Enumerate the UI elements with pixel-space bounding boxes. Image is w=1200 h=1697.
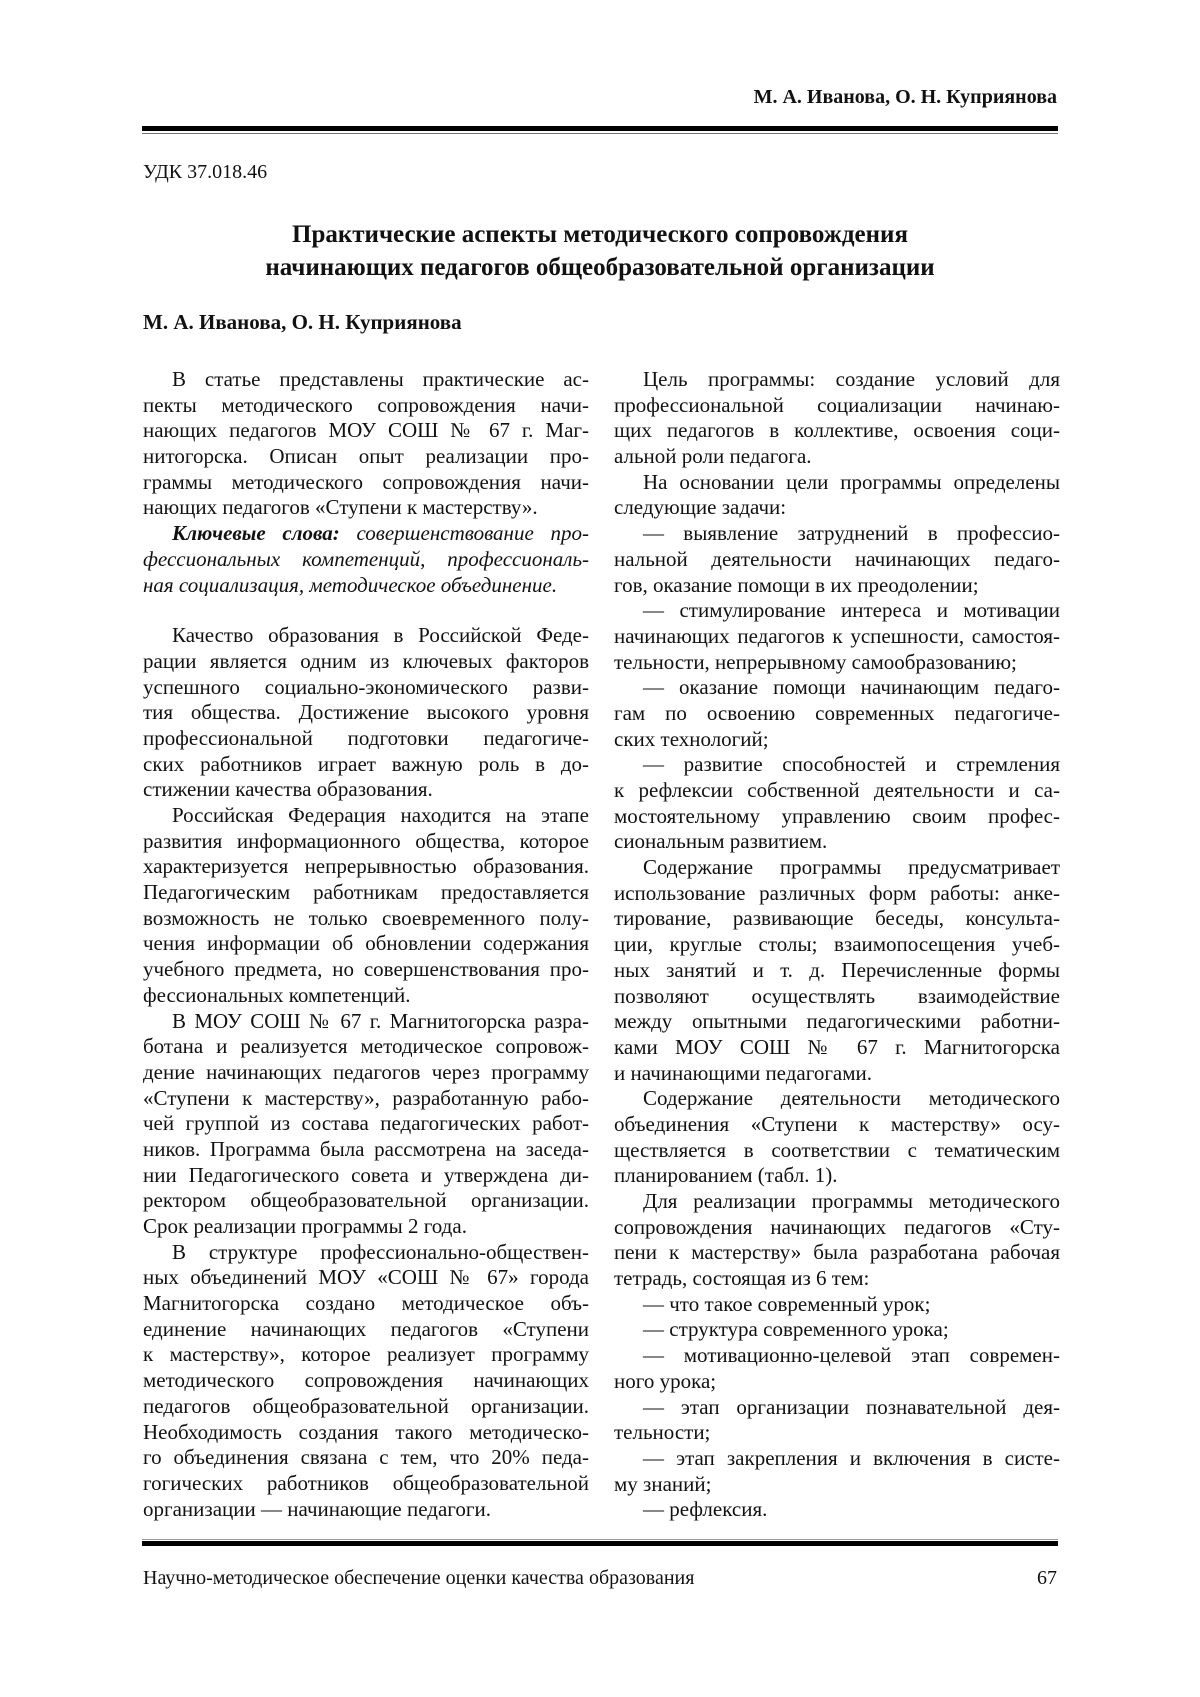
text-line: тия общества. Достижение высокого уровня [143,700,589,726]
paragraph [614,855,1060,1086]
text-line: планированием (табл. 1). [614,1163,1060,1189]
text-line: сопровождения начинающих педагогов «Сту- [614,1215,1060,1241]
text-line: характеризуется непрерывностью образования. [143,854,589,880]
text-line: «Ступени к мастерству», разработанную рабо- [143,1086,589,1112]
keywords-label: Ключевые слова: [172,521,340,545]
text-line: ботана и реализуется методическое сопровож- [143,1034,589,1060]
abstract-line: пекты методического сопровождения начи- [143,393,589,419]
text-line: к мастерству», которое реализует программу [143,1342,589,1368]
text-line: тетрадь, состоящая из 6 тем: [614,1266,1060,1292]
paragraph [614,1292,1060,1318]
authors: М. А. Иванова, О. Н. Куприянова [143,310,462,335]
text-line: Срок реализации программы 2 года. [143,1214,589,1240]
text-line: организации — начинающие педагоги. [143,1497,589,1523]
paragraph [614,1497,1060,1523]
text-line: — рефлексия. [614,1497,1060,1523]
text-line: развития информационного общества, которое [143,829,589,855]
text-line: Педагогическим работникам предоставляется [143,880,589,906]
paragraph [614,1086,1060,1189]
text-line: Российская Федерация находится на этапе [143,803,589,829]
text-line: профессиональной подготовки педагогиче- [143,726,589,752]
paragraph [614,1317,1060,1343]
paragraph [614,1189,1060,1292]
text-line: — мотивационно-целевой этап современ- [614,1343,1060,1369]
text-line: альной роли педагога. [614,444,1060,470]
right-body-text [614,367,1060,1523]
right-column [614,367,1060,1523]
text-line: ников. Программа была рассмотрена на заседа- [143,1137,589,1163]
keywords-line: ная социализация, методическое объединение. [143,573,589,599]
text-line: тельности, непрерывному самообразованию; [614,650,1060,676]
abstract-line: граммы методического сопровождения начи- [143,470,589,496]
text-line: к рефлексии собственной деятельности и са- [614,778,1060,804]
journal-name: Научно-методическое обеспечение оценки качества образования [143,1567,694,1590]
text-line: ных объединений МОУ «СОШ № 67» города [143,1265,589,1291]
text-line: На основании цели программы определены [614,470,1060,496]
text-line: тельности; [614,1420,1060,1446]
left-column [143,367,589,1522]
abstract-line: нающих педагогов «Ступени к мастерству». [143,495,589,521]
text-line: гов, оказание помощи в их преодолении; [614,573,1060,599]
text-line: Содержание деятельности методического [614,1086,1060,1112]
text-line: методического сопровождения начинающих [143,1368,589,1394]
header-rule [142,126,1058,131]
abstract-line: нитогорска. Описан опыт реализации про- [143,444,589,470]
left-body-text [143,623,589,1522]
text-line: Качество образования в Российской Феде- [143,623,589,649]
text-line: единение начинающих педагогов «Ступени [143,1317,589,1343]
text-line: тирование, развивающие беседы, консульта- [614,906,1060,932]
paragraph [143,1240,589,1523]
text-line: — структура современного урока; [614,1317,1060,1343]
paragraph [614,521,1060,598]
abstract-line: нающих педагогов МОУ СОШ № 67 г. Маг- [143,418,589,444]
text-line: — этап закрепления и включения в систе- [614,1446,1060,1472]
text-line: педагогов общеобразовательной организации. [143,1394,589,1420]
text-line: В МОУ СОШ № 67 г. Магнитогорска разра- [143,1009,589,1035]
text-line: гам по освоению современных педагогиче- [614,701,1060,727]
text-line: ских работников играет важную роль в до- [143,752,589,778]
keywords [143,521,589,598]
footer-rule [142,1541,1058,1546]
text-line: ректором общеобразовательной организации. [143,1188,589,1214]
text-line: Содержание программы предусматривает [614,855,1060,881]
text-line: ции, круглые столы; взаимопосещения учеб- [614,932,1060,958]
text-line: нальной деятельности начинающих педаго- [614,547,1060,573]
text-line: — стимулирование интереса и мотивации [614,598,1060,624]
paragraph [143,1009,589,1240]
text-line: фессиональных компетенций. [143,983,589,1009]
text-line: Необходимость создания такого методическо- [143,1420,589,1446]
paragraph [143,803,589,1009]
text-line: мостоятельному управлению своим профес- [614,804,1060,830]
text-line: ских технологий; [614,727,1060,753]
text-line: Магнитогорска создано методическое объ- [143,1291,589,1317]
keywords-text: совершенствование про- [340,521,589,545]
paragraph [614,1446,1060,1497]
text-line: му знаний; [614,1472,1060,1498]
text-line: — что такое современный урок; [614,1292,1060,1318]
article-title-line: Практические аспекты методического сопровождения [142,218,1058,251]
text-line: стижении качества образования. [143,777,589,803]
text-line: нии Педагогического совета и утверждена ди- [143,1163,589,1189]
text-line: чения информации об обновлении содержания [143,931,589,957]
section-gap [143,598,589,623]
text-line: дение начинающих педагогов через программу [143,1060,589,1086]
article-title [142,218,1058,284]
paragraph [614,470,1060,521]
text-line: го объединения связана с тем, что 20% педа- [143,1445,589,1471]
text-line: следующие задачи: [614,495,1060,521]
paragraph [614,675,1060,752]
text-line: — этап организации познавательной дея- [614,1395,1060,1421]
text-line: пени к мастерству» была разработана рабочая [614,1240,1060,1266]
paragraph [614,367,1060,470]
text-line: учебного предмета, но совершенствования про- [143,957,589,983]
text-line: рации является одним из ключевых факторов [143,649,589,675]
paragraph [614,752,1060,855]
text-line: — выявление затруднений в профессио- [614,521,1060,547]
text-line: ществляется в соответствии с тематическим [614,1138,1060,1164]
text-line: В структуре профессионально-обществен- [143,1240,589,1266]
text-line: — оказание помощи начинающим педаго- [614,675,1060,701]
text-line: Для реализации программы методического [614,1189,1060,1215]
paragraph [614,1395,1060,1446]
text-line: гогических работников общеобразовательной [143,1471,589,1497]
paragraph [143,623,589,803]
text-line: щих педагогов в коллективе, освоения соци- [614,418,1060,444]
text-line: чей группой из состава педагогических работ- [143,1111,589,1137]
text-line: успешного социально-экономического разви- [143,675,589,701]
keywords-line: фессиональных компетенций, профессиональ- [143,547,589,573]
udk-code: УДК 37.018.46 [143,161,267,184]
page-number: 67 [1037,1567,1057,1590]
text-line: позволяют осуществлять взаимодействие [614,984,1060,1010]
text-line: использование различных форм работы: анке- [614,881,1060,907]
text-line: ного урока; [614,1369,1060,1395]
header-rule-thin [142,133,1058,134]
paragraph [614,598,1060,675]
keywords-line [143,521,589,547]
text-line: начинающих педагогов к успешности, самостоя- [614,624,1060,650]
text-line: между опытными педагогическими работни- [614,1009,1060,1035]
footer-rule-thin [142,1539,1058,1540]
abstract [143,367,589,521]
text-line: Цель программы: создание условий для [614,367,1060,393]
paragraph [614,1343,1060,1394]
article-title-line: начинающих педагогов общеобразовательной организации [142,251,1058,284]
text-line: ками МОУ СОШ № 67 г. Магнитогорска [614,1035,1060,1061]
text-line: сиональным развитием. [614,829,1060,855]
text-line: — развитие способностей и стремления [614,752,1060,778]
text-line: профессиональной социализации начинаю- [614,393,1060,419]
running-header: М. А. Иванова, О. Н. Куприянова [754,86,1057,109]
text-line: объединения «Ступени к мастерству» осу- [614,1112,1060,1138]
abstract-line: В статье представлены практические ас- [143,367,589,393]
text-line: и начинающими педагогами. [614,1061,1060,1087]
text-line: возможность не только своевременного полу- [143,906,589,932]
text-line: ных занятий и т. д. Перечисленные формы [614,958,1060,984]
